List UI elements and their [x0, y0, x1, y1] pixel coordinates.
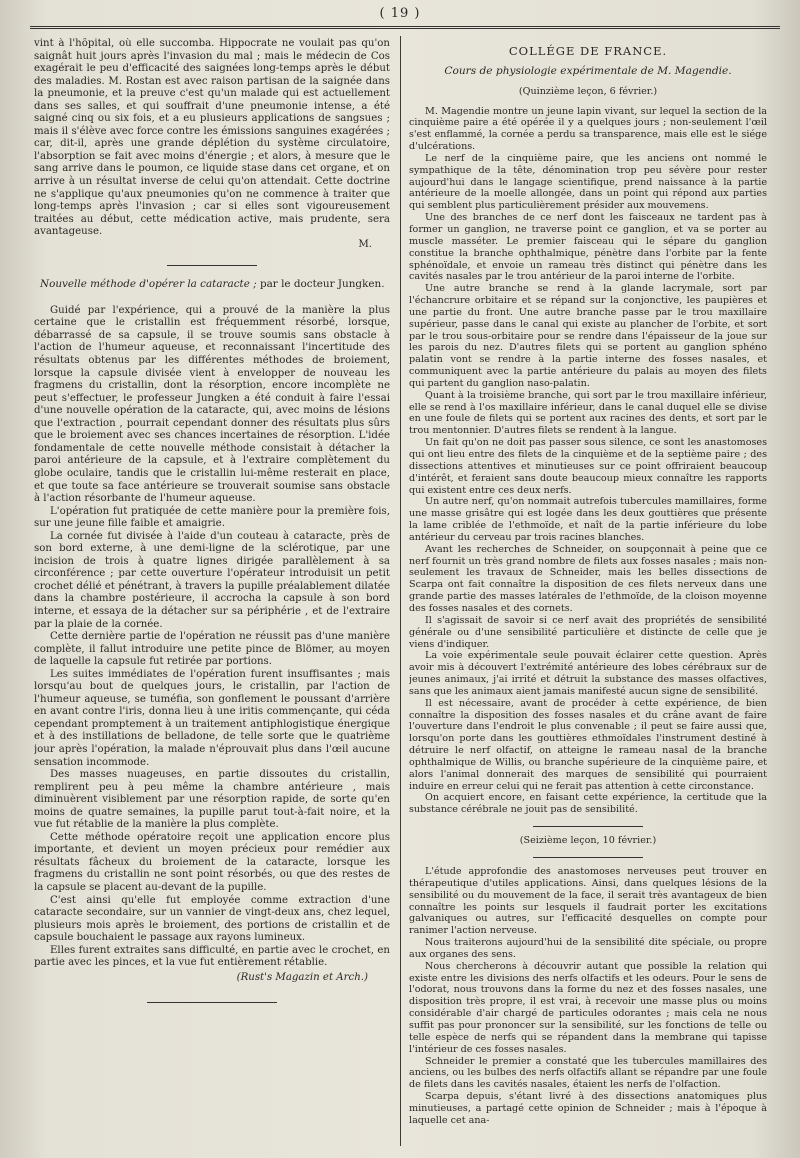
article-title-italic: Nouvelle méthode d'opérer la cataracte ;	[40, 278, 257, 291]
left-paragraph: Les suites immédiates de l'opération furent insuffisantes ; mais lorsqu'au bout de quelques jours, le cristallin, par l'action de l'humeur aqueuse, se tuméfia, son gonflement le poussant d'arrière en avant contre l'iris, donna lieu à une iritis commençante, qui céda cependant promptement à un traitement antiphlogistique énergique et à des instillations de belladone, de telle sorte que le quatrième jour après l'opération, la malade n'éprouvait plus dans l'œil aucune sensation incommode.	[34, 668, 390, 768]
right-paragraph: Le nerf de la cinquième paire, que les anciens ont nommé le sympathique de la tête, dénomination trop peu sévère pour rester aujourd'hui dans le langage scientifique, prend naissance à la partie antérieure de la moelle allongée, dans un point qui répond aux parties qui semblent plus particulièrement présider aux mouvemens.	[409, 152, 767, 212]
right-paragraph: Il s'agissait de savoir si ce nerf avait des propriétés de sensibilité générale ou d'une sensibilité particulière et distincte de celle que je viens d'indiquer.	[409, 614, 767, 650]
header-rule	[30, 26, 780, 29]
lesson-rule	[533, 857, 643, 858]
right-paragraph: Une autre branche se rend à la glande lacrymale, sort par l'échancrure orbitaire et se répand sur la conjonctive, les paupières et une partie du front. Une autre branche passe par le trou maxillaire supérieur, passe dans le canal qui existe au plancher de l'orbite, et sort par le trou sous-orbitaire pour se rendre dans l'épaisseur de la joue sur les parois du nez. D'autres filets qui se portent au ganglion sphéno palatin vont se rendre à la partie interne des fosses nasales, et communiquent avec la partie antérieure du palais au moyen des filets qui partent du ganglion naso-palatin.	[409, 283, 767, 389]
right-paragraph: Un autre nerf, qu'on nommait autrefois tubercules mamillaires, forme une masse grisâtre qui est logée dans les deux gouttières que présente la lame criblée de l'ethmoïde, et naît de la partie inférieure du lobe antérieur du cerveau par trois racines blanches.	[409, 496, 767, 543]
right-paragraph: Quant à la troisième branche, qui sort par le trou maxillaire inférieur, elle se rend à l'os maxillaire inférieur, dans le canal duquel elle se divise en une foule de filets qui se portent aux racines des dents, et sort par le trou mentonnier. D'autres filets se rendent à la langue.	[409, 389, 767, 437]
right-column	[409, 38, 767, 1148]
lesson-heading: (Seizième leçon, 10 février.)	[519, 835, 657, 847]
right-paragraph: Schneider le premier a constaté que les tubercules mamillaires des anciens, ou les bulbes des nerfs olfactifs allant se répandre par une foule de filets dans les cavités nasales, étaient les nerfs de l'olfaction.	[409, 1055, 767, 1091]
section-rule	[167, 265, 257, 266]
left-paragraph: Des masses nuageuses, en partie dissoutes du cristallin, remplirent peu à peu même la chambre antérieure , mais diminuèrent visiblement par une résorption rapide, de sorte qu'en moins de quatre semaines, la pupille parut tout-à-fait noire, et la vue fut rétablie de la manière la plus complète.	[34, 769, 390, 831]
college-heading: COLLÉGE DE FRANCE.	[508, 44, 668, 58]
right-paragraph: Nous chercherons à découvrir autant que possible la relation qui existe entre les divisions des nerfs olfactifs et les odeurs. Pour le sens de l'odorat, nous trouvons dans la forme du nez et des fosses nasales, une disposition très propre, il est vrai, à recevoir une masse plus ou moins considérable d'air chargé de particules odorantes ; mais cela ne nous suffit pas pour prononcer sur la sensibilité, sur les fonctions de telle ou telle espèce de nerfs qui se répandent dans la membrane qui tapisse l'intérieur de ces fosses nasales.	[409, 960, 767, 1055]
right-paragraph: Nous traiterons aujourd'hui de la sensibilité dite spéciale, ou propre aux organes des sens.	[409, 937, 767, 960]
right-paragraph: La voie expérimentale seule pouvait éclairer cette question. Après avoir mis à découvert l'extrémité antérieure des lobes cérébraux sur de jeunes animaux, j'ai irrité et détruit la substance des masses olfactives, sans que les animaux aient jamais manifesté aucun signe de sensibilité.	[409, 650, 767, 697]
left-paragraph: C'est ainsi qu'elle fut employée comme extraction d'une cataracte secondaire, sur un vannier de vingt-deux ans, chez lequel, plusieurs mois après le broiement, des portions de cristallin et de capsule bouchaient le passage aux rayons lumineux.	[34, 894, 390, 944]
right-paragraph: On acquiert encore, en faisant cette expérience, la certitude que la substance cérébrale ne jouit pas de sensibilité.	[409, 792, 767, 816]
article-title-author: par le docteur Jungken.	[256, 278, 385, 291]
right-paragraph: Un fait qu'on ne doit pas passer sous silence, ce sont les anastomoses qui ont lieu entre des filets de la cinquième et de la septième paire ; des dissections attentives et minutieuses sur ce point offriraient beaucoup d'intérêt, et feraient sans doute beaucoup mieux connaître les rapports qui existent entre ces deux nerfs.	[409, 437, 767, 496]
right-paragraph: M. Magendie montre un jeune lapin vivant, sur lequel la section de la cinquième paire a été opérée il y a quelques jours ; non-seulement l'œil s'est enflammé, la cornée a perdu sa transparence, mais elle est le siége d'ulcérations.	[409, 105, 767, 153]
page-number: ( 19 )	[379, 6, 421, 21]
course-title: Cours de physiologie expérimentale de M. Magendie.	[444, 64, 732, 77]
end-rule	[147, 1002, 277, 1003]
intro-signature: M.	[358, 238, 372, 250]
article-source: (Rust's Magazin et Arch.)	[236, 971, 368, 983]
left-paragraph: Guidé par l'expérience, qui a prouvé de la manière la plus certaine que le cristallin est fréquemment résorbé, lorsque, débarrassé de sa capsule, il se trouve soumis sans obstacle à l'action de l'humeur aqueuse, et reconnaissant l'incertitude des résultats obtenus par les différentes méthodes de broiement, lorsque la capsule divisée vient à envelopper de nouveau les fragmens du cristallin, dont la résorption, encore incomplète ne peut s'effectuer, le professeur Jungken a été conduit à faire l'essai d'une nouvelle opération de la cataracte, qui, avec moins de lésions que l'extraction , pourrait cependant donner des résultats plus sûrs que le broiement avec ses chances incertaines de résorption. L'idée fondamentale de cette nouvelle méthode consistait à détacher la paroi antérieure de la capsule, et à l'extraire complètement du globe oculaire, tandis que le cristallin lui-même resterait en place, et que toute sa face antérieure se trouverait soumise sans obstacle à l'action résorbante de l'humeur aqueuse.	[34, 304, 390, 505]
right-paragraph: L'étude approfondie des anastomoses nerveuses peut trouver en thérapeutique d'utiles applications. Ainsi, dans quelques lésions de la sensibilité ou du mouvement de la face, il serait très avantageux de bien connaître les points sur lesquels il faudrait porter les excitations galvaniques ou autres, sur l'efficacité desquelles on compte pour ranimer l'action nerveuse.	[409, 866, 767, 937]
right-paragraph: Avant les recherches de Schneider, on soupçonnait à peine que ce nerf fournit un très grand nombre de filets aux fosses nasales ; mais non-seulement les travaux de Schneider, mais les belles dissections de Scarpa ont fait connaître la disposition de ces filets nerveux dans une grande partie des masses latérales de l'ethmoïde, de la cloison moyenne des fosses nasales et des cornets.	[409, 543, 767, 614]
intro-signature-line	[34, 239, 390, 252]
intro-paragraph: vint à l'hôpital, où elle succomba. Hippocrate ne voulait pas qu'on saignât huit jours après l'invasion du mal ; mais le médecin de Cos exagérait le peu d'efficacité des saignées long-temps après le début des maladies. M. Rostan est avec raison partisan de la saignée dans la pneumonie, et la preuve c'est qu'un malade qui est actuellement dans ses salles, et qui souffrait d'une pneumonie intense, a été saigné cinq ou six fois, et a eu plusieurs applications de sangsues ; mais il s'élève avec force contre les émissions sanguines exagérées ; car, dit-il, après une grande déplétion du système circulatoire, l'absorption se fait avec moins d'énergie ; et alors, à mesure que le sang arrive dans le poumon, ce liquide stase dans cet organe, et on arrive à un résultat inverse de celui qu'on attendait. Cette doctrine ne s'applique qu'aux pneumonies qu'on ne commence à traiter que long-temps après l'invasion ; car si elles sont vigoureusement traitées au début, cette médication active, mais prudente, sera avantageuse.	[34, 38, 390, 238]
lesson-heading: (Quinzième leçon, 6 février.)	[518, 85, 658, 97]
lesson-rule	[533, 826, 643, 827]
left-paragraph: La cornée fut divisée à l'aide d'un couteau à cataracte, près de son bord externe, à une demi-ligne de la sclérotique, par une incision de trois à quatre lignes dirigée parallèlement à sa circonférence ; par cette ouverture l'opérateur introduisit un petit crochet délié et pénétrant, à travers la pupille préalablement dilatée dans la chambre postérieure, il accrocha la capsule à son bord interne, et essaya de la détacher sur sa périphérie , et de l'extraire par la plaie de la cornée.	[34, 530, 390, 630]
column-divider	[400, 36, 401, 1146]
right-paragraph: Il est nécessaire, avant de procéder à cette expérience, de bien connaître la disposition des fosses nasales et du crâne avant de faire l'ouverture dans l'endroit le plus convenable ; il peut se faire aussi que, lorsqu'on porte dans les gouttières ethmoïdales l'instrument destiné à détruire le nerf olfactif, on atteigne le rameau nasal de la branche ophthalmique de Willis, ou branche supérieure de la cinquième paire, et alors l'animal donnerait des marques de sensibilité qui pourraient induire en erreur celui qui ne ferait pas attention à cette circonstance.	[409, 697, 767, 792]
right-paragraph: Scarpa depuis, s'étant livré à des dissections anatomiques plus minutieuses, a partagé cette opinion de Schneider ; mais à l'époque à laquelle cet ana-	[409, 1091, 767, 1126]
article-title	[40, 278, 390, 291]
left-column	[34, 38, 390, 1128]
left-paragraph: Elles furent extraites sans difficulté, en partie avec le crochet, en partie avec les pinces, et la vue fut entièrement rétablie.	[34, 944, 390, 969]
left-paragraph: Cette méthode opératoire reçoit une application encore plus importante, et devient un moyen précieux pour remédier aux résultats fâcheux du broiement de la cataracte, lorsque les fragmens du cristallin ne sont point résorbés, ou que des restes de la capsule se placent au-devant de la pupille.	[34, 831, 390, 893]
left-paragraph: Cette dernière partie de l'opération ne réussit pas d'une manière complète, il fallut introduire une petite pince de Blömer, au moyen de laquelle la capsule fut retirée par portions.	[34, 631, 390, 668]
right-paragraph: Une des branches de ce nerf dont les faisceaux ne tardent pas à former un ganglion, ne traverse point ce ganglion, et va se porter au muscle masséter. Le premier faisceau qui le sépare du ganglion constitue la branche ophthalmique, pénètre dans l'orbite par la fente sphénoïdale, et envoie un rameau très distinct qui pénètre dans les cavités nasales par le trou antérieur de la paroi interne de l'orbite.	[409, 212, 767, 283]
left-paragraph: L'opération fut pratiquée de cette manière pour la première fois, sur une jeune fille faible et amaigrie.	[34, 505, 390, 530]
